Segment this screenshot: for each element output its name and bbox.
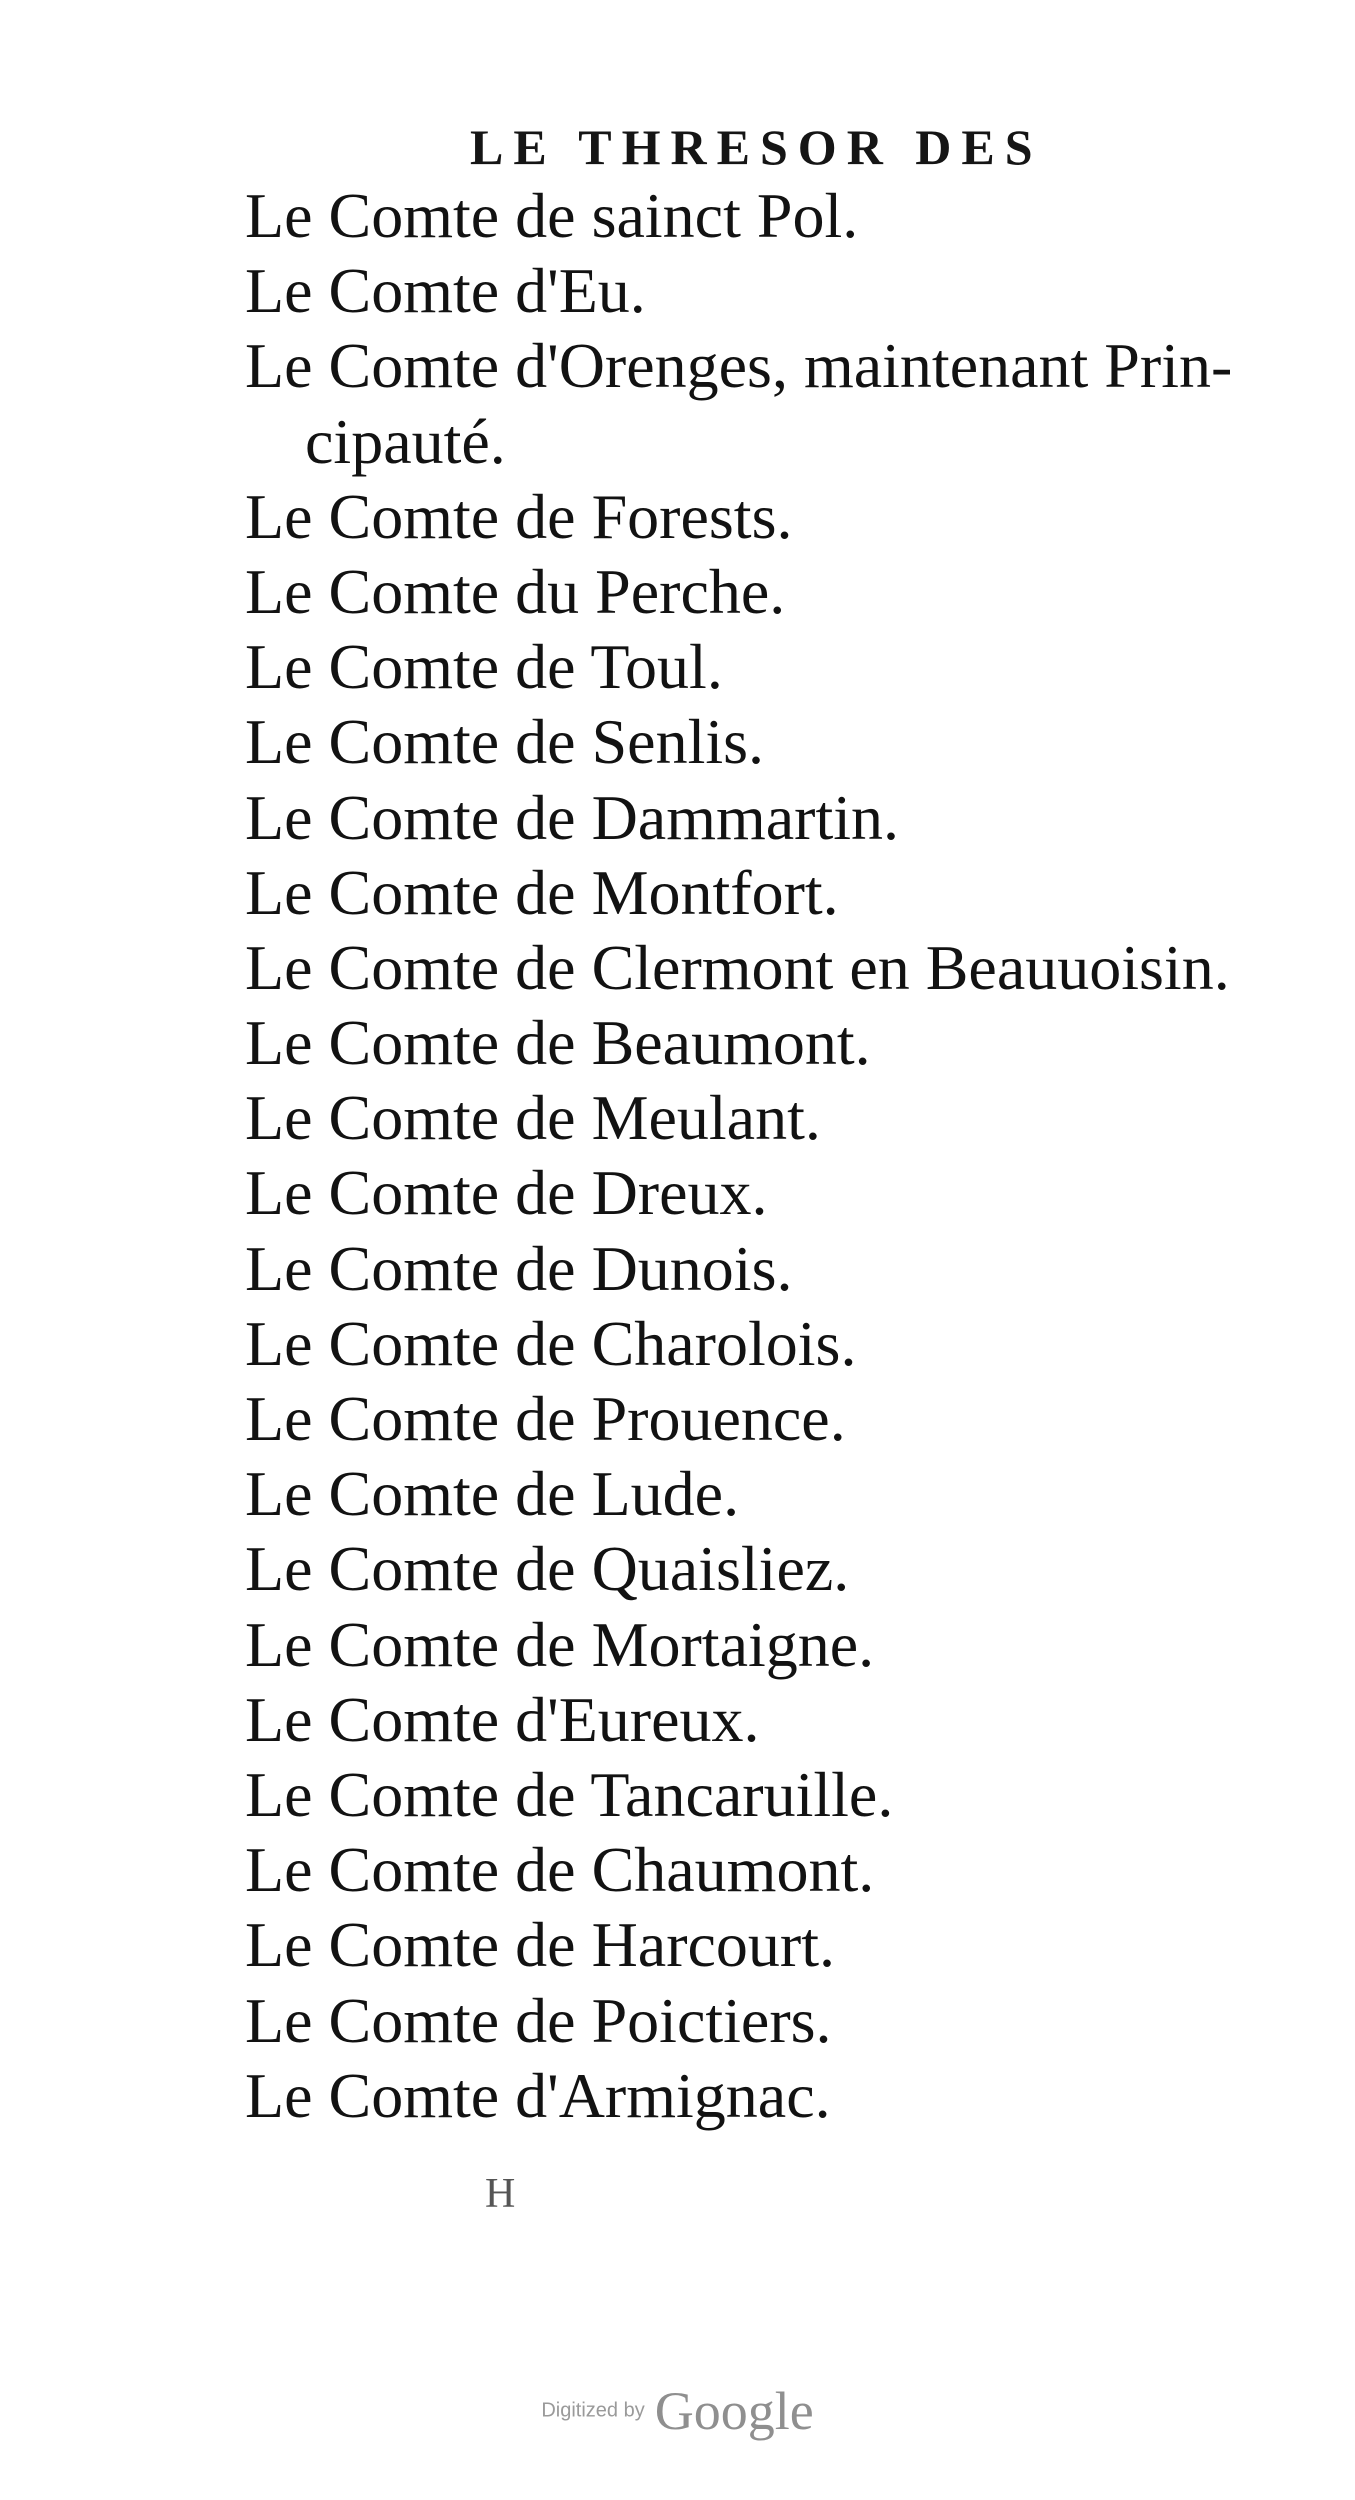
list-item: Le Comte de Prouence. — [245, 1383, 846, 1454]
running-header: LE THRESOR DES — [470, 119, 1043, 175]
watermark-prefix: Digitized by — [541, 2399, 645, 2422]
list-item: Le Comte de Quaisliez. — [245, 1533, 850, 1605]
list-item: Le Comte de Senlis. — [245, 706, 765, 778]
list-item: Le Comte de sainct Pol. — [245, 180, 859, 251]
list-item: Le Comte du Perche. — [245, 555, 786, 627]
list-item: Le Comte de Harcourt. — [245, 1909, 835, 1981]
list-item: Le Comte d'Eureux. — [245, 1683, 760, 1755]
watermark-brand: Google — [654, 2381, 814, 2441]
list-item: Le Comte d'Armignac. — [245, 2059, 831, 2131]
list-item: Le Comte de Clermont en Beauuoisin. — [245, 931, 1230, 1003]
list-item: Le Comte de Dunois. — [245, 1232, 793, 1304]
list-item: Le Comte de Forests. — [245, 480, 793, 552]
list-item: Le Comte d'Orenges, maintenant Prin- — [245, 330, 1233, 402]
list-item: Le Comte de Meulant. — [245, 1082, 821, 1154]
digitization-watermark — [0, 2380, 1355, 2442]
list-item: Le Comte de Dreux. — [245, 1157, 768, 1229]
list-item: Le Comte de Mortaigne. — [245, 1608, 875, 1680]
list-item: Le Comte de Lude. — [245, 1458, 740, 1530]
list-item: Le Comte d'Eu. — [245, 255, 646, 327]
comte-list — [245, 178, 1325, 2133]
list-item: Le Comte de Toul. — [245, 631, 723, 703]
list-item: Le Comte de Montfort. — [245, 856, 839, 928]
list-item: Le Comte de Tancaruille. — [245, 1758, 894, 1830]
list-item: Le Comte de Poictiers. — [245, 1984, 832, 2056]
list-item-continuation: cipauté. — [305, 405, 506, 477]
list-item: Le Comte de Chaumont. — [245, 1834, 875, 1906]
list-item: Le Comte de Beaumont. — [245, 1007, 871, 1079]
signature-mark: H — [485, 2171, 516, 2217]
list-item: Le Comte de Dammartin. — [245, 781, 900, 853]
list-item: Le Comte de Charolois. — [245, 1307, 857, 1379]
